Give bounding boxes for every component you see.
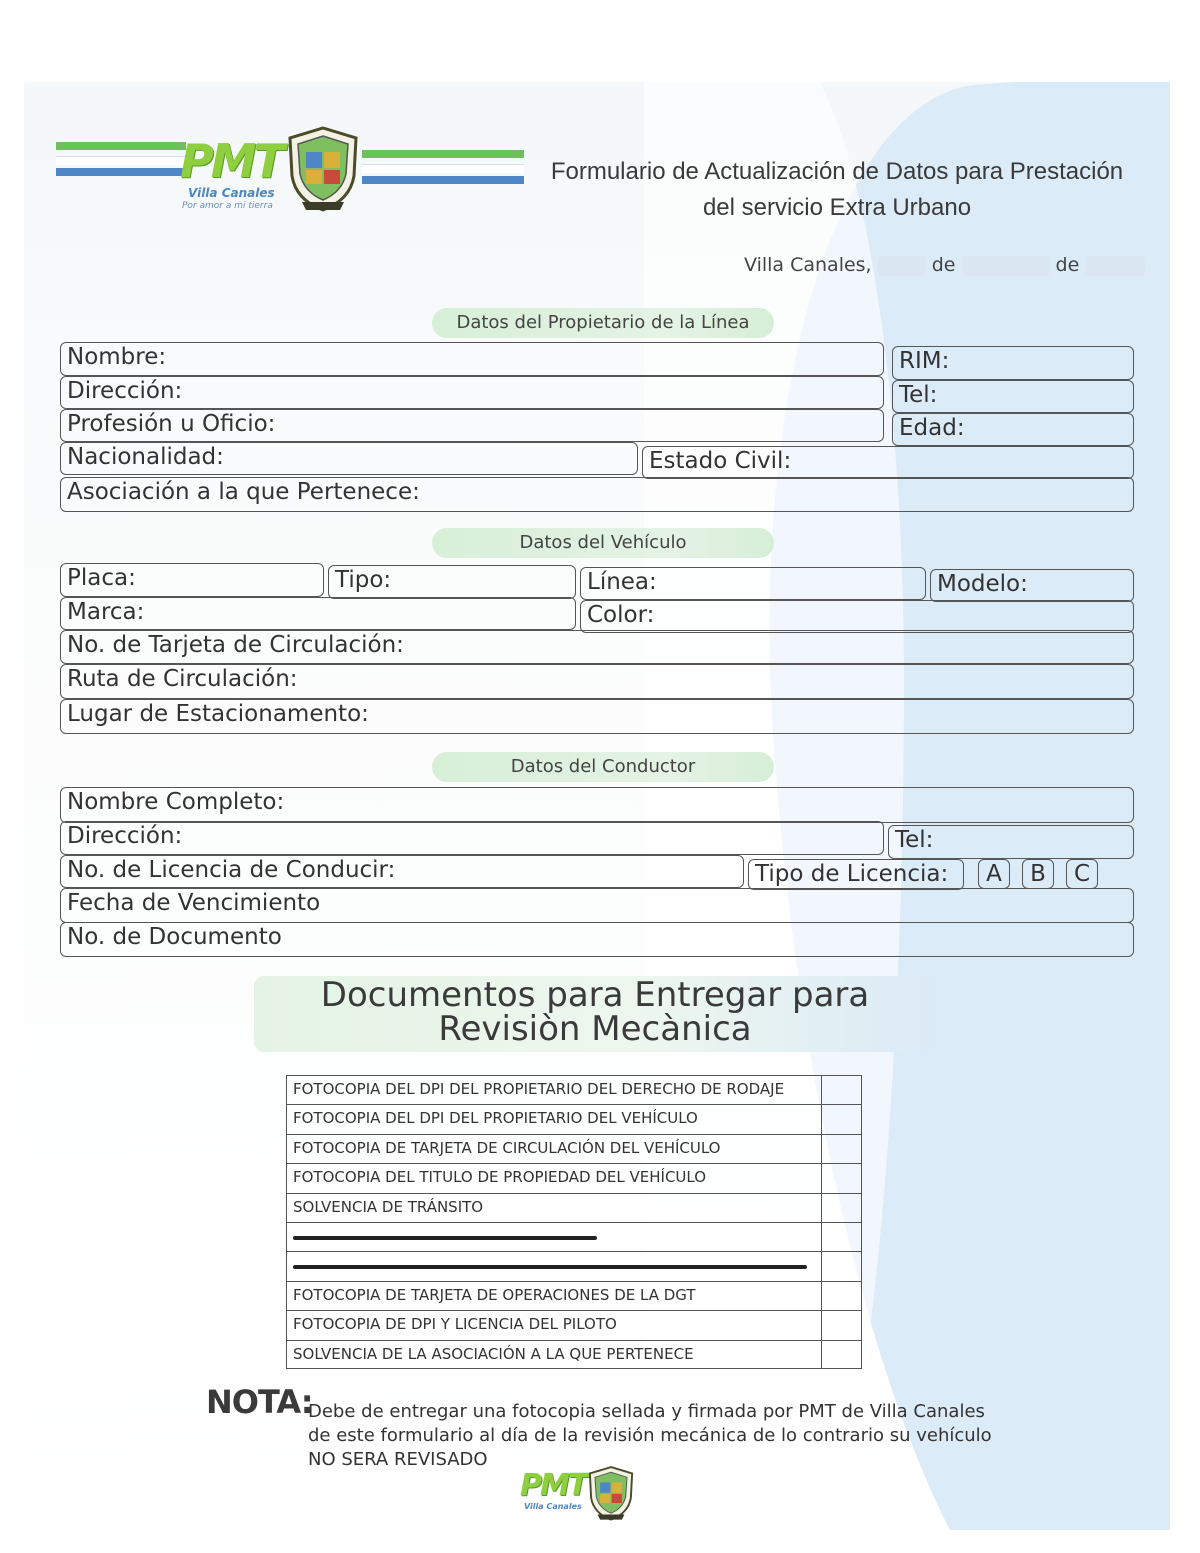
owner-direccion-field[interactable]: Dirección: xyxy=(60,376,884,409)
checklist-checkbox[interactable] xyxy=(821,1223,861,1251)
checklist-checkbox[interactable] xyxy=(821,1164,861,1192)
checklist-item-label: FOTOCOPIA DEL TITULO DE PROPIEDAD DEL VEHÍCULO xyxy=(293,1168,707,1187)
checklist-row xyxy=(286,1134,862,1163)
checklist-row xyxy=(286,1281,862,1310)
checklist-row xyxy=(286,1340,862,1369)
vehicle-placa-field[interactable]: Placa: xyxy=(60,563,324,597)
checklist-row xyxy=(286,1310,862,1339)
vehicle-tarjeta-field[interactable]: No. de Tarjeta de Circulación: xyxy=(60,630,1134,664)
owner-edad-field[interactable]: Edad: xyxy=(892,413,1134,446)
date-month-field[interactable] xyxy=(962,256,1050,276)
nota-text: Debe de entregar una fotocopia sellada y firmada por PMT de Villa Canales de este formulario al día de la revisión mecánica de lo contrario su vehículo NO SERA REVISADO xyxy=(308,1401,992,1470)
checklist-row xyxy=(286,1193,862,1222)
checklist-checkbox[interactable] xyxy=(821,1135,861,1163)
checklist-row xyxy=(286,1104,862,1133)
driver-tel-field[interactable]: Tel: xyxy=(888,825,1134,859)
checklist-row xyxy=(286,1075,862,1104)
form-title-line2: del servicio Extra Urbano xyxy=(702,194,972,221)
date-de-1: de xyxy=(931,254,956,276)
date-year-field[interactable] xyxy=(1085,256,1145,276)
checklist-item-label: SOLVENCIA DE LA ASOCIACIÓN A LA QUE PERTENECE xyxy=(293,1344,694,1363)
date-line xyxy=(744,254,1145,276)
logo-slogan: Por amor a mi tierra xyxy=(182,201,273,211)
date-de-2: de xyxy=(1055,254,1080,276)
driver-nombre-field[interactable]: Nombre Completo: xyxy=(60,787,1134,823)
logo-city: Villa Canales xyxy=(188,186,275,200)
logo-brand: PMT xyxy=(180,134,282,188)
documents-title-line1: Documentos para Entregar para xyxy=(320,975,870,1015)
driver-licencia-field[interactable]: No. de Licencia de Conducir: xyxy=(60,855,744,888)
owner-section-title: Datos del Propietario de la Línea xyxy=(432,308,774,338)
owner-rim-field[interactable]: RIM: xyxy=(892,346,1134,380)
vehicle-modelo-field[interactable]: Modelo: xyxy=(930,569,1134,602)
checklist-item-label: SOLVENCIA DE TRÁNSITO xyxy=(293,1197,484,1216)
vehicle-color-field[interactable]: Color: xyxy=(580,600,1134,633)
owner-profesion-field[interactable]: Profesión u Oficio: xyxy=(60,409,884,442)
header-stripe-green-right xyxy=(362,150,524,158)
checklist-checkbox[interactable] xyxy=(821,1194,861,1222)
checklist-checkbox[interactable] xyxy=(821,1252,861,1280)
checklist-row xyxy=(286,1163,862,1192)
form-title-line1: Formulario de Actualización de Datos para Prestación xyxy=(550,158,1124,185)
license-type-a-option[interactable]: A xyxy=(978,859,1010,889)
header-stripe-blue-right xyxy=(362,176,524,184)
driver-tipo-licencia-label: Tipo de Licencia: xyxy=(748,859,964,890)
vehicle-linea-field[interactable]: Línea: xyxy=(580,567,926,600)
header-stripe-blue-left xyxy=(56,168,186,176)
form-title xyxy=(532,154,1142,226)
owner-estado-civil-field[interactable]: Estado Civil: xyxy=(642,446,1134,479)
vehicle-section-title: Datos del Vehículo xyxy=(432,528,774,558)
checklist-item-label: FOTOCOPIA DE TARJETA DE OPERACIONES DE LA DGT xyxy=(293,1285,696,1304)
municipal-shield-icon xyxy=(284,124,362,216)
header-stripe-white-right xyxy=(362,164,524,173)
date-city: Villa Canales, xyxy=(744,254,872,276)
owner-nacionalidad-field[interactable]: Nacionalidad: xyxy=(60,442,638,475)
vehicle-marca-field[interactable]: Marca: xyxy=(60,597,576,630)
documents-title-line2: Revisiòn Mecànica xyxy=(438,1009,752,1049)
documents-title xyxy=(254,975,936,1049)
owner-nombre-field[interactable]: Nombre: xyxy=(60,342,884,376)
owner-asociacion-field[interactable]: Asociación a la que Pertenece: xyxy=(60,477,1134,512)
footer-logo-brand: PMT xyxy=(520,1468,587,1503)
nota-label: NOTA: xyxy=(206,1383,313,1421)
license-type-b-option[interactable]: B xyxy=(1022,859,1054,889)
license-type-c-option[interactable]: C xyxy=(1066,859,1098,889)
struck-out-text-mark xyxy=(293,1236,597,1240)
driver-documento-field[interactable]: No. de Documento xyxy=(60,922,1134,957)
driver-section-title: Datos del Conductor xyxy=(432,752,774,782)
checklist-checkbox[interactable] xyxy=(821,1105,861,1133)
checklist-item-label: FOTOCOPIA DE TARJETA DE CIRCULACIÓN DEL VEHÍCULO xyxy=(293,1138,721,1157)
checklist-checkbox[interactable] xyxy=(821,1282,861,1310)
checklist-checkbox[interactable] xyxy=(821,1341,861,1368)
header-stripe-white-left xyxy=(56,156,186,165)
driver-direccion-field[interactable]: Dirección: xyxy=(60,821,884,855)
footer-shield-icon xyxy=(586,1464,636,1524)
struck-out-text-mark xyxy=(293,1265,807,1269)
checklist-item-label: FOTOCOPIA DEL DPI DEL PROPIETARIO DEL VEHÍCULO xyxy=(293,1109,698,1128)
checklist-row-struck xyxy=(286,1251,862,1280)
checklist-item-label: FOTOCOPIA DE DPI Y LICENCIA DEL PILOTO xyxy=(293,1315,617,1334)
vehicle-lugar-field[interactable]: Lugar de Estacionamento: xyxy=(60,699,1134,734)
footer-logo-city: Villa Canales xyxy=(524,1502,582,1511)
documents-checklist xyxy=(286,1075,862,1369)
date-day-field[interactable] xyxy=(878,256,926,276)
checklist-row-struck xyxy=(286,1222,862,1251)
driver-vencimiento-field[interactable]: Fecha de Vencimiento xyxy=(60,888,1134,923)
checklist-item-label: FOTOCOPIA DEL DPI DEL PROPIETARIO DEL DERECHO DE RODAJE xyxy=(293,1080,785,1098)
checklist-checkbox[interactable] xyxy=(821,1076,861,1104)
vehicle-ruta-field[interactable]: Ruta de Circulación: xyxy=(60,664,1134,699)
vehicle-tipo-field[interactable]: Tipo: xyxy=(328,565,576,599)
owner-tel-field[interactable]: Tel: xyxy=(892,380,1134,413)
checklist-checkbox[interactable] xyxy=(821,1311,861,1339)
header-stripe-green-left xyxy=(56,142,186,150)
